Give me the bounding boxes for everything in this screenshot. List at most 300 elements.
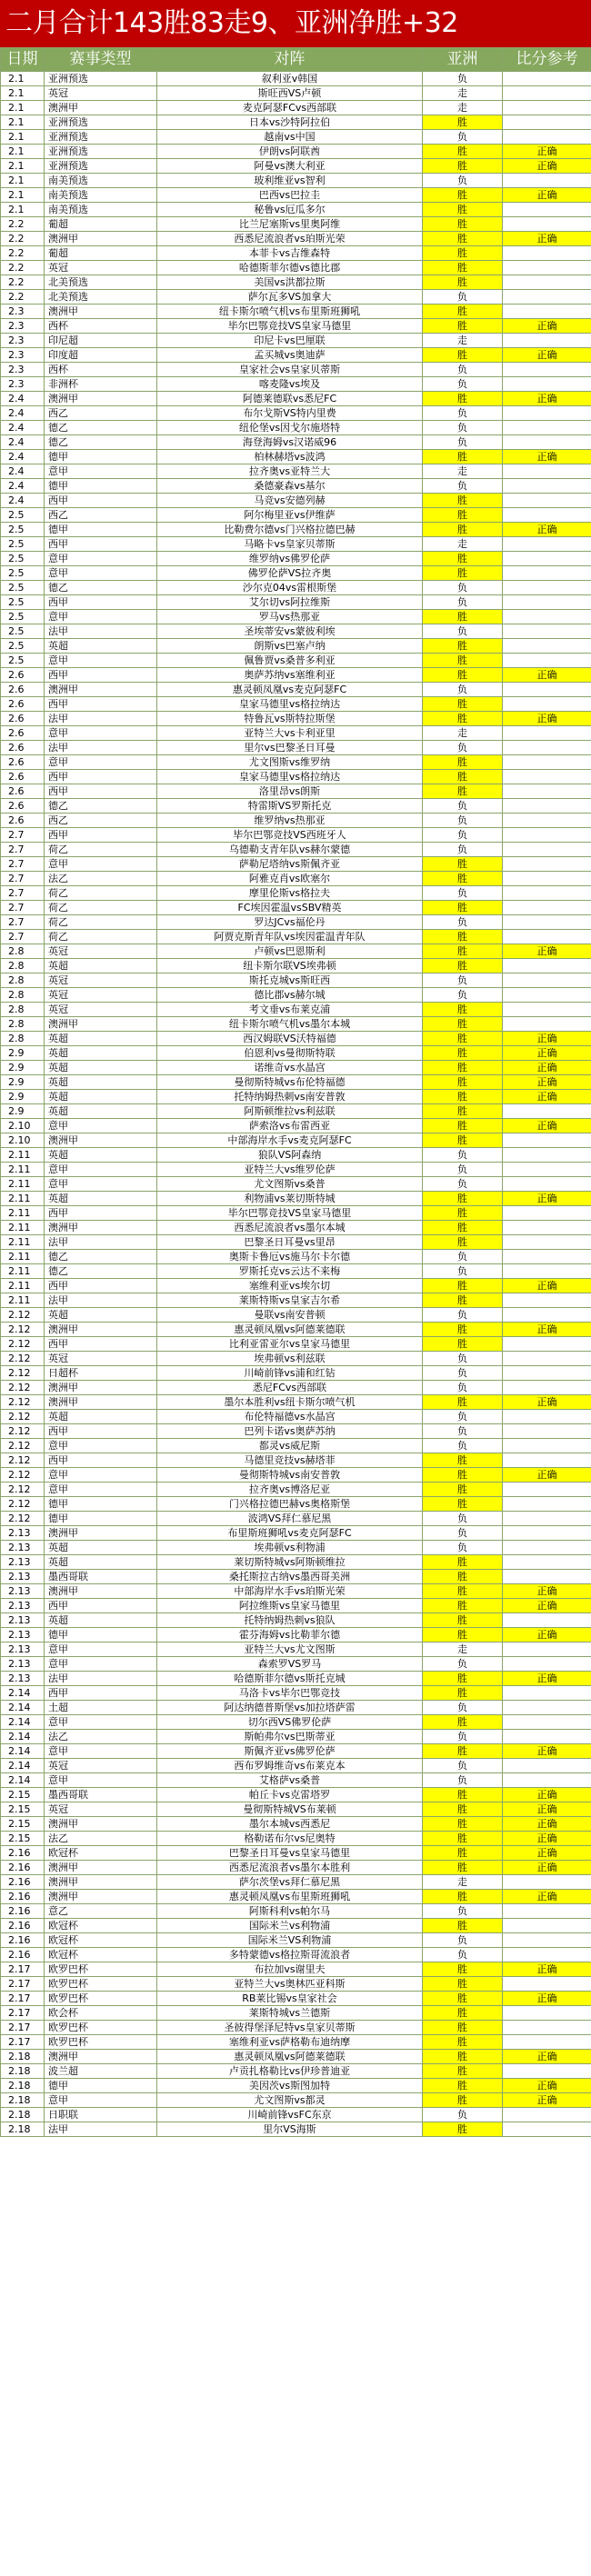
competition-cell: 澳洲甲 bbox=[45, 1323, 157, 1337]
score-reference-cell bbox=[503, 799, 591, 814]
asia-result-cell: 胜 bbox=[423, 610, 503, 624]
header-matchup: 对阵 bbox=[157, 48, 423, 72]
table-row bbox=[1, 799, 591, 814]
asia-result-cell: 胜 bbox=[423, 566, 503, 581]
date-cell: 2.18 bbox=[1, 2093, 45, 2108]
asia-result-cell: 胜 bbox=[423, 246, 503, 261]
score-reference-cell bbox=[503, 1759, 591, 1773]
matchup-cell: 埃弗顿vs利兹联 bbox=[157, 1352, 423, 1366]
score-reference-cell bbox=[503, 2122, 591, 2137]
table-row bbox=[1, 683, 591, 697]
asia-result-cell: 负 bbox=[423, 1773, 503, 1788]
matchup-cell: 曼彻斯特城VS布莱顿 bbox=[157, 1802, 423, 1817]
competition-cell: 澳洲甲 bbox=[45, 1221, 157, 1235]
asia-result-cell: 负 bbox=[423, 1424, 503, 1439]
matchup-cell: 萨尔瓦多VS加拿大 bbox=[157, 290, 423, 305]
competition-cell: 澳洲甲 bbox=[45, 1133, 157, 1148]
matchup-cell: 奥萨苏纳vs塞维利亚 bbox=[157, 668, 423, 683]
asia-result-cell: 胜 bbox=[423, 1817, 503, 1832]
competition-cell: 西甲 bbox=[45, 1599, 157, 1613]
date-cell: 2.1 bbox=[1, 101, 45, 115]
table-row bbox=[1, 377, 591, 392]
date-cell: 2.4 bbox=[1, 435, 45, 450]
score-reference-cell bbox=[503, 72, 591, 86]
matchup-cell: 拉齐奥vs博洛尼亚 bbox=[157, 1483, 423, 1497]
table-row bbox=[1, 872, 591, 886]
score-reference-cell bbox=[503, 566, 591, 581]
asia-result-cell: 胜 bbox=[423, 1672, 503, 1686]
score-reference-cell: 正确 bbox=[503, 1802, 591, 1817]
score-reference-cell bbox=[503, 552, 591, 566]
score-reference-cell bbox=[503, 1555, 591, 1570]
competition-cell: 欧罗巴杯 bbox=[45, 1962, 157, 1977]
score-reference-cell: 正确 bbox=[503, 1817, 591, 1832]
matchup-cell: 纽卡斯尔喷气机vs布里斯班狮吼 bbox=[157, 305, 423, 319]
table-row bbox=[1, 203, 591, 217]
date-cell: 2.18 bbox=[1, 2108, 45, 2122]
asia-result-cell: 负 bbox=[423, 1250, 503, 1264]
competition-cell: 英冠 bbox=[45, 1003, 157, 1017]
table-row bbox=[1, 1061, 591, 1075]
asia-result-cell: 胜 bbox=[423, 1061, 503, 1075]
table-row bbox=[1, 1439, 591, 1453]
date-cell: 2.3 bbox=[1, 348, 45, 363]
competition-cell: 意甲 bbox=[45, 654, 157, 668]
matchup-cell: 川崎前锋vs浦和红钻 bbox=[157, 1366, 423, 1381]
score-reference-cell: 正确 bbox=[503, 1628, 591, 1642]
competition-cell: 墨西哥联 bbox=[45, 1788, 157, 1802]
score-reference-cell: 正确 bbox=[503, 232, 591, 246]
competition-cell: 澳洲甲 bbox=[45, 1526, 157, 1541]
table-row bbox=[1, 2079, 591, 2093]
matchup-cell: 门兴格拉德巴赫vs奥格斯堡 bbox=[157, 1497, 423, 1512]
asia-result-cell: 走 bbox=[423, 726, 503, 741]
date-cell: 2.12 bbox=[1, 1323, 45, 1337]
matchup-cell: 比利亚雷亚尔vs皇家马德里 bbox=[157, 1337, 423, 1352]
score-reference-cell: 正确 bbox=[503, 1090, 591, 1104]
date-cell: 2.4 bbox=[1, 450, 45, 464]
matchup-cell: 考文垂vs布莱克浦 bbox=[157, 1003, 423, 1017]
table-row bbox=[1, 1366, 591, 1381]
table-row bbox=[1, 348, 591, 363]
asia-result-cell: 胜 bbox=[423, 552, 503, 566]
date-cell: 2.1 bbox=[1, 86, 45, 101]
date-cell: 2.11 bbox=[1, 1221, 45, 1235]
date-cell: 2.13 bbox=[1, 1570, 45, 1584]
competition-cell: 澳洲甲 bbox=[45, 683, 157, 697]
score-reference-cell bbox=[503, 130, 591, 145]
competition-cell: 英超 bbox=[45, 1104, 157, 1119]
date-cell: 2.13 bbox=[1, 1613, 45, 1628]
competition-cell: 意甲 bbox=[45, 566, 157, 581]
score-reference-cell bbox=[503, 290, 591, 305]
date-cell: 2.7 bbox=[1, 872, 45, 886]
date-cell: 2.16 bbox=[1, 1861, 45, 1875]
asia-result-cell: 负 bbox=[423, 1657, 503, 1672]
date-cell: 2.11 bbox=[1, 1279, 45, 1293]
date-cell: 2.12 bbox=[1, 1512, 45, 1526]
table-row bbox=[1, 1148, 591, 1163]
matchup-cell: 毕尔巴鄂竞技VS皇家马德里 bbox=[157, 319, 423, 334]
score-reference-cell bbox=[503, 1163, 591, 1177]
asia-result-cell: 负 bbox=[423, 814, 503, 828]
score-reference-cell bbox=[503, 1919, 591, 1933]
asia-result-cell: 负 bbox=[423, 886, 503, 901]
matchup-cell: 布里斯班狮吼vs麦克阿瑟FC bbox=[157, 1526, 423, 1541]
score-reference-cell: 正确 bbox=[503, 2093, 591, 2108]
matchup-cell: 纽伦堡vs因戈尔施塔特 bbox=[157, 421, 423, 435]
date-cell: 2.16 bbox=[1, 1904, 45, 1919]
table-row bbox=[1, 1802, 591, 1817]
table-row bbox=[1, 2050, 591, 2064]
matchup-cell: 西悉尼流浪者vs珀斯光荣 bbox=[157, 232, 423, 246]
table-row bbox=[1, 1177, 591, 1192]
asia-result-cell: 胜 bbox=[423, 944, 503, 959]
asia-result-cell: 胜 bbox=[423, 1599, 503, 1613]
matchup-cell: 巴列卡诺vs奥萨苏纳 bbox=[157, 1424, 423, 1439]
score-reference-cell bbox=[503, 755, 591, 770]
competition-cell: 德甲 bbox=[45, 1628, 157, 1642]
asia-result-cell: 胜 bbox=[423, 959, 503, 973]
asia-result-cell: 胜 bbox=[423, 1861, 503, 1875]
date-cell: 2.8 bbox=[1, 1032, 45, 1046]
matchup-cell: RB莱比锡vs皇家社会 bbox=[157, 1992, 423, 2006]
date-cell: 2.4 bbox=[1, 494, 45, 508]
competition-cell: 西甲 bbox=[45, 668, 157, 683]
score-reference-cell: 正确 bbox=[503, 450, 591, 464]
competition-cell: 意甲 bbox=[45, 1642, 157, 1657]
asia-result-cell: 负 bbox=[423, 1381, 503, 1395]
competition-cell: 意甲 bbox=[45, 1483, 157, 1497]
table-row bbox=[1, 537, 591, 552]
score-reference-cell bbox=[503, 828, 591, 843]
date-cell: 2.6 bbox=[1, 799, 45, 814]
date-cell: 2.13 bbox=[1, 1584, 45, 1599]
competition-cell: 日职联 bbox=[45, 2108, 157, 2122]
date-cell: 2.6 bbox=[1, 712, 45, 726]
matchup-cell: 马洛卡vs毕尔巴鄂竞技 bbox=[157, 1686, 423, 1701]
competition-cell: 亚洲预选 bbox=[45, 115, 157, 130]
matchup-cell: 秘鲁vs厄瓜多尔 bbox=[157, 203, 423, 217]
competition-cell: 荷乙 bbox=[45, 930, 157, 944]
score-reference-cell bbox=[503, 1104, 591, 1119]
competition-cell: 葡超 bbox=[45, 217, 157, 232]
score-reference-cell bbox=[503, 610, 591, 624]
score-reference-cell bbox=[503, 1017, 591, 1032]
matchup-cell: 布拉加vs谢里夫 bbox=[157, 1962, 423, 1977]
table-row bbox=[1, 1497, 591, 1512]
matchup-cell: 惠灵顿凤凰vs阿德莱德联 bbox=[157, 1323, 423, 1337]
table-row bbox=[1, 508, 591, 523]
competition-cell: 英冠 bbox=[45, 988, 157, 1003]
matchup-cell: 摩里伦斯vs格拉夫 bbox=[157, 886, 423, 901]
table-row bbox=[1, 1599, 591, 1613]
table-row bbox=[1, 1046, 591, 1061]
score-reference-cell: 正确 bbox=[503, 1279, 591, 1293]
date-cell: 2.10 bbox=[1, 1119, 45, 1133]
date-cell: 2.12 bbox=[1, 1352, 45, 1366]
competition-cell: 西甲 bbox=[45, 784, 157, 799]
table-row bbox=[1, 1395, 591, 1410]
date-cell: 2.5 bbox=[1, 654, 45, 668]
date-cell: 2.6 bbox=[1, 683, 45, 697]
score-reference-cell: 正确 bbox=[503, 668, 591, 683]
asia-result-cell: 胜 bbox=[423, 2064, 503, 2079]
date-cell: 2.13 bbox=[1, 1672, 45, 1686]
matchup-cell: 圣彼得堡泽尼特vs皇家贝蒂斯 bbox=[157, 2021, 423, 2035]
competition-cell: 荷乙 bbox=[45, 843, 157, 857]
competition-cell: 意甲 bbox=[45, 1715, 157, 1730]
table-row bbox=[1, 246, 591, 261]
competition-cell: 德甲 bbox=[45, 523, 157, 537]
competition-cell: 法乙 bbox=[45, 1832, 157, 1846]
asia-result-cell: 走 bbox=[423, 464, 503, 479]
date-cell: 2.1 bbox=[1, 174, 45, 188]
competition-cell: 意甲 bbox=[45, 1163, 157, 1177]
score-reference-cell: 正确 bbox=[503, 319, 591, 334]
date-cell: 2.1 bbox=[1, 203, 45, 217]
score-reference-cell bbox=[503, 2006, 591, 2021]
asia-result-cell: 胜 bbox=[423, 1032, 503, 1046]
competition-cell: 非洲杯 bbox=[45, 377, 157, 392]
table-row bbox=[1, 1381, 591, 1395]
score-reference-cell bbox=[503, 435, 591, 450]
score-reference-cell bbox=[503, 101, 591, 115]
score-reference-cell bbox=[503, 1933, 591, 1948]
competition-cell: 法甲 bbox=[45, 741, 157, 755]
score-reference-cell bbox=[503, 581, 591, 595]
table-row bbox=[1, 624, 591, 639]
competition-cell: 英超 bbox=[45, 1555, 157, 1570]
matchup-cell: 伯恩利vs曼彻斯特联 bbox=[157, 1046, 423, 1061]
competition-cell: 西甲 bbox=[45, 1424, 157, 1439]
score-reference-cell bbox=[503, 988, 591, 1003]
matchup-cell: 艾尔切vs阿拉维斯 bbox=[157, 595, 423, 610]
matchup-cell: 阿德莱德联vs悉尼FC bbox=[157, 392, 423, 406]
score-reference-cell: 正确 bbox=[503, 1832, 591, 1846]
matchup-cell: 惠灵顿凤凰vs阿德莱德联 bbox=[157, 2050, 423, 2064]
table-row bbox=[1, 1483, 591, 1497]
asia-result-cell: 负 bbox=[423, 2108, 503, 2122]
header-date: 日期 bbox=[1, 48, 45, 72]
table-row bbox=[1, 1235, 591, 1250]
matchup-cell: 托特纳姆热刺vs狼队 bbox=[157, 1613, 423, 1628]
table-row bbox=[1, 217, 591, 232]
header-score-reference: 比分参考 bbox=[503, 48, 591, 72]
matchup-cell: 皇家马德里vs格拉纳达 bbox=[157, 697, 423, 712]
score-reference-cell bbox=[503, 1686, 591, 1701]
score-reference-cell bbox=[503, 217, 591, 232]
competition-cell: 英超 bbox=[45, 1046, 157, 1061]
table-row bbox=[1, 115, 591, 130]
score-reference-cell bbox=[503, 1453, 591, 1468]
table-row bbox=[1, 1468, 591, 1483]
asia-result-cell: 胜 bbox=[423, 1468, 503, 1483]
table-row bbox=[1, 959, 591, 973]
matchup-cell: 中部海岸水手vs麦克阿瑟FC bbox=[157, 1133, 423, 1148]
date-cell: 2.14 bbox=[1, 1701, 45, 1715]
asia-result-cell: 胜 bbox=[423, 494, 503, 508]
table-row bbox=[1, 1453, 591, 1468]
date-cell: 2.5 bbox=[1, 566, 45, 581]
table-row bbox=[1, 232, 591, 246]
date-cell: 2.2 bbox=[1, 261, 45, 275]
table-row bbox=[1, 668, 591, 683]
date-cell: 2.7 bbox=[1, 886, 45, 901]
matchup-cell: 特鲁瓦vs斯特拉斯堡 bbox=[157, 712, 423, 726]
table-row bbox=[1, 2035, 591, 2050]
asia-result-cell: 胜 bbox=[423, 1890, 503, 1904]
date-cell: 2.13 bbox=[1, 1628, 45, 1642]
competition-cell: 意甲 bbox=[45, 1177, 157, 1192]
asia-result-cell: 负 bbox=[423, 130, 503, 145]
score-reference-cell bbox=[503, 697, 591, 712]
matchup-cell: 斯托克城vs斯旺西 bbox=[157, 973, 423, 988]
table-row bbox=[1, 639, 591, 654]
date-cell: 2.13 bbox=[1, 1657, 45, 1672]
date-cell: 2.12 bbox=[1, 1308, 45, 1323]
date-cell: 2.5 bbox=[1, 523, 45, 537]
competition-cell: 英超 bbox=[45, 1192, 157, 1206]
date-cell: 2.8 bbox=[1, 959, 45, 973]
date-cell: 2.11 bbox=[1, 1264, 45, 1279]
competition-cell: 西杯 bbox=[45, 319, 157, 334]
asia-result-cell: 负 bbox=[423, 1410, 503, 1424]
table-row bbox=[1, 174, 591, 188]
matchup-cell: 朗斯vs巴塞卢纳 bbox=[157, 639, 423, 654]
date-cell: 2.5 bbox=[1, 639, 45, 654]
score-reference-cell bbox=[503, 2021, 591, 2035]
matchup-cell: 阿尔梅里亚vs伊维萨 bbox=[157, 508, 423, 523]
table-row bbox=[1, 406, 591, 421]
date-cell: 2.11 bbox=[1, 1163, 45, 1177]
score-reference-cell bbox=[503, 1381, 591, 1395]
score-reference-cell bbox=[503, 2035, 591, 2050]
score-reference-cell bbox=[503, 683, 591, 697]
score-reference-cell bbox=[503, 334, 591, 348]
asia-result-cell: 胜 bbox=[423, 930, 503, 944]
date-cell: 2.11 bbox=[1, 1206, 45, 1221]
asia-result-cell: 负 bbox=[423, 595, 503, 610]
matchup-cell: 塞维利亚vs埃尔切 bbox=[157, 1279, 423, 1293]
asia-result-cell: 负 bbox=[423, 843, 503, 857]
matchup-cell: 诺维奇vs水晶宫 bbox=[157, 1061, 423, 1075]
competition-cell: 意甲 bbox=[45, 610, 157, 624]
table-row bbox=[1, 435, 591, 450]
score-reference-cell bbox=[503, 421, 591, 435]
matchup-cell: 比兰尼塞斯vs里奥阿维 bbox=[157, 217, 423, 232]
competition-cell: 西甲 bbox=[45, 494, 157, 508]
table-row bbox=[1, 159, 591, 174]
competition-cell: 欧冠杯 bbox=[45, 1846, 157, 1861]
matchup-cell: 特雷斯VS罗斯托克 bbox=[157, 799, 423, 814]
table-row bbox=[1, 1206, 591, 1221]
table-row bbox=[1, 290, 591, 305]
matchup-cell: 中部海岸水手vs珀斯光荣 bbox=[157, 1584, 423, 1599]
competition-cell: 西杯 bbox=[45, 363, 157, 377]
matchup-cell: 柏林赫塔vs波鸿 bbox=[157, 450, 423, 464]
score-reference-cell bbox=[503, 1337, 591, 1352]
table-row bbox=[1, 1279, 591, 1293]
matchup-cell: 阿雅克肖vs欧塞尔 bbox=[157, 872, 423, 886]
matchup-cell: 阿曼vs澳大利亚 bbox=[157, 159, 423, 174]
competition-cell: 英冠 bbox=[45, 86, 157, 101]
competition-cell: 法甲 bbox=[45, 712, 157, 726]
matchup-cell: 孟买城vs奥迪萨 bbox=[157, 348, 423, 363]
date-cell: 2.2 bbox=[1, 290, 45, 305]
matchup-cell: 里尔vs巴黎圣日耳曼 bbox=[157, 741, 423, 755]
competition-cell: 日超杯 bbox=[45, 1366, 157, 1381]
score-reference-cell bbox=[503, 305, 591, 319]
matchup-cell: 维罗纳vs热那亚 bbox=[157, 814, 423, 828]
competition-cell: 南美预选 bbox=[45, 203, 157, 217]
score-reference-cell bbox=[503, 1439, 591, 1453]
asia-result-cell: 负 bbox=[423, 377, 503, 392]
competition-cell: 西乙 bbox=[45, 814, 157, 828]
asia-result-cell: 负 bbox=[423, 479, 503, 494]
score-reference-cell bbox=[503, 1308, 591, 1323]
table-row bbox=[1, 944, 591, 959]
table-row bbox=[1, 1541, 591, 1555]
date-cell: 2.9 bbox=[1, 1075, 45, 1090]
matchup-cell: 亚特兰大vs维罗伦萨 bbox=[157, 1163, 423, 1177]
score-reference-cell bbox=[503, 1366, 591, 1381]
date-cell: 2.3 bbox=[1, 377, 45, 392]
date-cell: 2.16 bbox=[1, 1948, 45, 1962]
matchup-cell: 悉尼FCvs西部联 bbox=[157, 1381, 423, 1395]
asia-result-cell: 负 bbox=[423, 1701, 503, 1715]
matchup-cell: 越南vs中国 bbox=[157, 130, 423, 145]
table-row bbox=[1, 1570, 591, 1584]
asia-result-cell: 胜 bbox=[423, 159, 503, 174]
matchup-cell: 切尔西VS佛罗伦萨 bbox=[157, 1715, 423, 1730]
matchup-cell: 布尔戈斯VS特内里费 bbox=[157, 406, 423, 421]
competition-cell: 英超 bbox=[45, 1090, 157, 1104]
competition-cell: 欧冠杯 bbox=[45, 1933, 157, 1948]
competition-cell: 荷乙 bbox=[45, 886, 157, 901]
asia-result-cell: 负 bbox=[423, 1439, 503, 1453]
score-reference-cell bbox=[503, 1730, 591, 1744]
table-row bbox=[1, 261, 591, 275]
competition-cell: 英超 bbox=[45, 959, 157, 973]
score-reference-cell bbox=[503, 930, 591, 944]
competition-cell: 西甲 bbox=[45, 1206, 157, 1221]
date-cell: 2.12 bbox=[1, 1381, 45, 1395]
matchup-cell: 西布罗姆维奇vs布莱克本 bbox=[157, 1759, 423, 1773]
table-row bbox=[1, 2122, 591, 2137]
results-table bbox=[0, 47, 591, 2137]
table-row bbox=[1, 2108, 591, 2122]
asia-result-cell: 负 bbox=[423, 1904, 503, 1919]
score-reference-cell: 正确 bbox=[503, 523, 591, 537]
table-row bbox=[1, 275, 591, 290]
matchup-cell: 尤文图斯vs都灵 bbox=[157, 2093, 423, 2108]
score-reference-cell: 正确 bbox=[503, 1846, 591, 1861]
asia-result-cell: 胜 bbox=[423, 1977, 503, 1992]
matchup-cell: 墨尔本城vs西悉尼 bbox=[157, 1817, 423, 1832]
score-reference-cell: 正确 bbox=[503, 392, 591, 406]
table-row bbox=[1, 1890, 591, 1904]
table-row bbox=[1, 1352, 591, 1366]
asia-result-cell: 胜 bbox=[423, 1570, 503, 1584]
asia-result-cell: 胜 bbox=[423, 1206, 503, 1221]
date-cell: 2.9 bbox=[1, 1104, 45, 1119]
table-row bbox=[1, 1613, 591, 1628]
score-reference-cell bbox=[503, 770, 591, 784]
matchup-cell: 利物浦vs莱切斯特城 bbox=[157, 1192, 423, 1206]
asia-result-cell: 胜 bbox=[423, 392, 503, 406]
competition-cell: 英冠 bbox=[45, 261, 157, 275]
